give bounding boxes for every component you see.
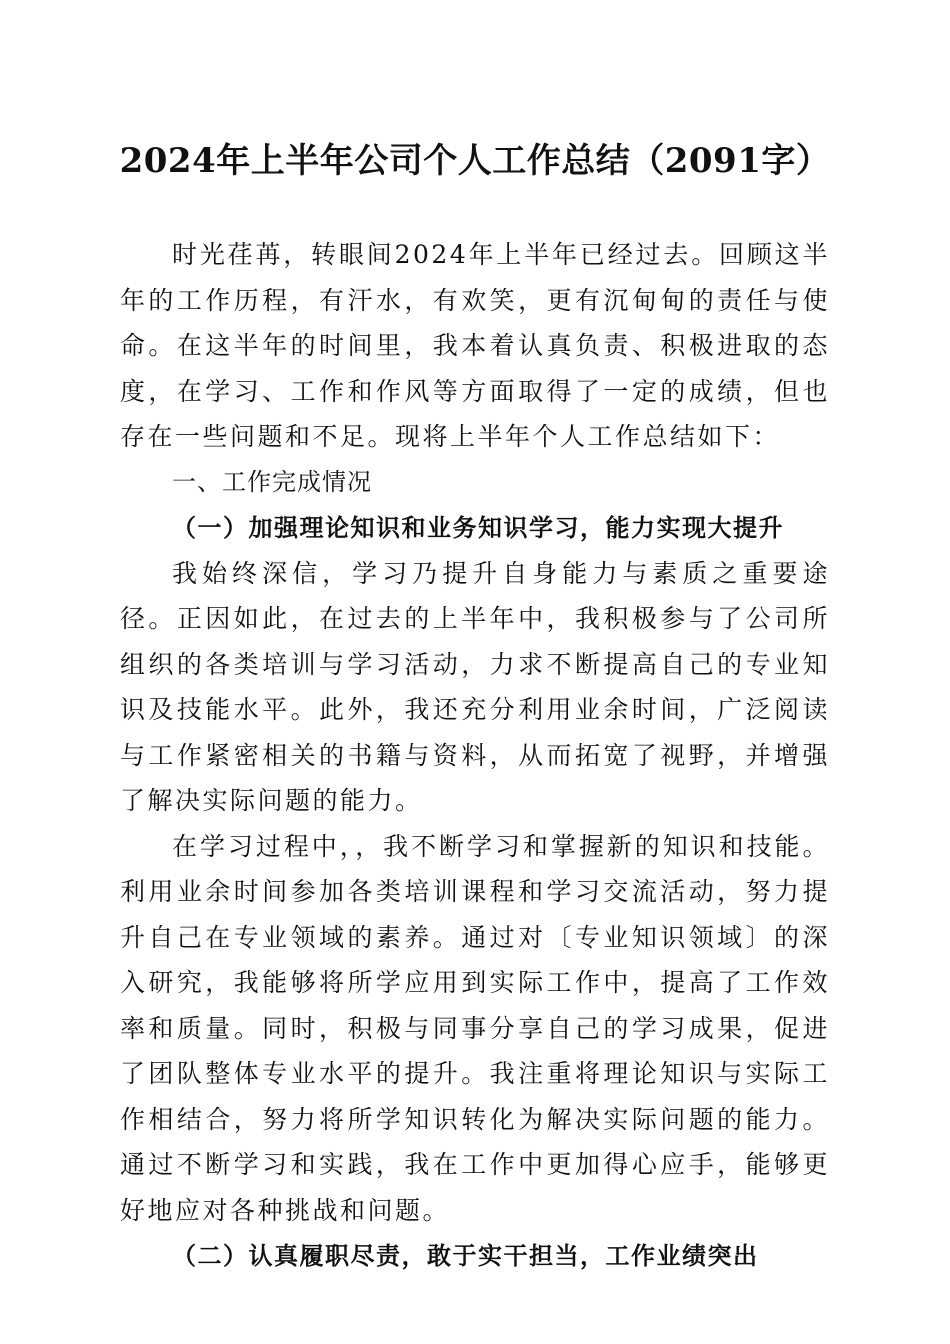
document-title: 2024年上半年公司个人工作总结（2091字） [119,141,831,181]
study-paragraph-1: 我始终深信，学习乃提升自身能力与素质之重要途径。正因如此，在过去的上半年中，我积极参与了公司所组织的各类培训与学习活动，力求不断提高自己的专业知识及技能水平。此外，我还充分利用业余时间，广泛阅读与工作紧密相关的书籍与资料，从而拓宽了视野，并增强了解决实际问题的能力。 [120,558,830,815]
subsection-heading-study: （一）加强理论知识和业务知识学习，能力实现大提升 [172,513,784,542]
section-heading-work-completion: 一、工作完成情况 [172,467,372,496]
intro-paragraph: 时光荏苒，转眼间2024年上半年已经过去。回顾这半年的工作历程，有汗水，有欢笑，更有沉甸甸的责任与使命。在这半年的时间里，我本着认真负责、积极进取的态度，在学习、工作和作风等方面取得了一定的成绩，但也存在一些问题和不足。现将上半年个人工作总结如下： [120,240,830,451]
document-body [120,232,830,1279]
study-paragraph-2: 在学习过程中，，我不断学习和掌握新的知识和技能。利用业余时间参加各类培训课程和学习交流活动，努力提升自己在专业领域的素养。通过对〔专业知识领域〕的深入研究，我能够将所学应用到实际工作中，提高了工作效率和质量。同时，积极与同事分享自己的学习成果，促进了团队整体专业水平的提升。我注重将理论知识与实际工作相结合，努力将所学知识转化为解决实际问题的能力。通过不断学习和实践，我在工作中更加得心应手，能够更好地应对各种挑战和问题。 [120,831,830,1225]
subsection-heading-duties: （二）认真履职尽责，敢于实干担当，工作业绩突出 [172,1241,759,1270]
